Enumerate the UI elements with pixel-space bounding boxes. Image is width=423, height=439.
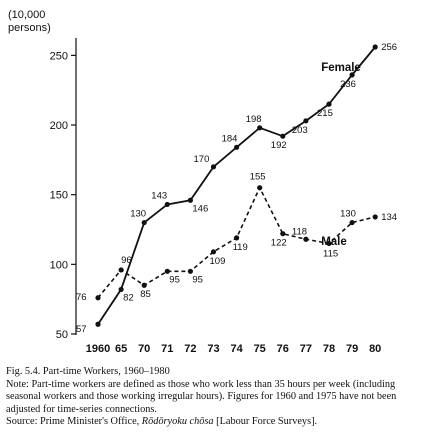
x-tick-label: 75 <box>253 343 266 355</box>
data-point <box>234 235 239 240</box>
data-label: 184 <box>221 133 238 145</box>
data-label: 96 <box>121 254 132 266</box>
x-tick-label: 76 <box>276 343 289 355</box>
data-point <box>373 214 378 219</box>
data-label: 203 <box>291 124 308 136</box>
y-tick-label: 150 <box>49 189 68 202</box>
source-title: Rōdōryoku chōsa <box>141 416 214 428</box>
data-label: 82 <box>123 292 134 304</box>
figure-title: Fig. 5.4. Part-time Workers, 1960–1980 <box>6 366 170 377</box>
x-tick-label: 80 <box>369 343 382 355</box>
data-point <box>119 267 124 272</box>
data-point <box>373 44 378 49</box>
data-label: 146 <box>192 203 209 215</box>
data-point <box>303 237 308 242</box>
data-label: 155 <box>249 171 266 183</box>
data-point <box>211 164 216 169</box>
x-tick-label: 77 <box>299 343 313 355</box>
data-point <box>326 102 331 107</box>
x-tick-label: 1960 <box>85 343 111 355</box>
source-suffix: [Labour Force Surveys]. <box>213 416 318 428</box>
x-tick-label: 72 <box>184 343 197 355</box>
x-tick-label: 70 <box>138 343 151 355</box>
data-label: 134 <box>381 211 398 223</box>
data-point <box>188 198 193 203</box>
figure-note: Note: Part-time workers are defined as those who work less than 35 hours per week (including seasonal workers and those working irregular hours). Figures for 1960 and 1975 have not been adjusted for time-series connections. <box>6 378 397 415</box>
data-point <box>280 134 285 139</box>
figure-caption <box>6 366 418 429</box>
data-label: 109 <box>209 255 226 267</box>
x-tick-label: 79 <box>345 343 359 355</box>
data-label: 215 <box>317 108 333 120</box>
y-tick-label: 200 <box>49 120 68 133</box>
data-point <box>234 145 239 150</box>
data-point <box>142 283 147 288</box>
data-label: 192 <box>270 140 287 152</box>
y-tick-label: 250 <box>49 50 68 63</box>
data-label: 143 <box>151 190 168 202</box>
data-point <box>257 125 262 130</box>
y-tick-label: 50 <box>55 329 68 341</box>
source-prefix: Source: Prime Minister's Office, <box>6 416 142 428</box>
data-label: 95 <box>192 274 203 286</box>
data-point <box>188 269 193 274</box>
data-label: 236 <box>340 78 356 90</box>
data-point <box>165 269 170 274</box>
series-group <box>76 42 397 335</box>
figure-source <box>6 416 418 429</box>
x-tick-label: 74 <box>230 343 243 355</box>
data-point <box>257 185 262 190</box>
data-label: 118 <box>291 226 308 238</box>
x-tick-label: 71 <box>161 343 174 355</box>
data-label: 115 <box>323 248 339 260</box>
series-name-label: Female <box>321 62 361 74</box>
data-label: 85 <box>140 289 151 301</box>
data-point <box>95 295 100 300</box>
data-point <box>95 322 100 327</box>
data-point <box>119 287 124 292</box>
data-label: 95 <box>169 274 180 286</box>
series-name-label: Male <box>321 235 347 248</box>
data-label: 122 <box>270 237 287 249</box>
data-label: 170 <box>193 153 210 165</box>
data-label: 57 <box>76 324 87 336</box>
data-label: 256 <box>381 42 398 53</box>
data-point <box>303 118 308 123</box>
data-point <box>142 220 147 225</box>
data-label: 76 <box>76 291 87 303</box>
x-axis-labels <box>86 343 382 355</box>
x-tick-label: 73 <box>207 343 220 355</box>
x-tick-label: 78 <box>322 343 336 355</box>
data-label: 119 <box>232 241 248 253</box>
data-label: 198 <box>245 113 262 125</box>
series-female <box>76 42 397 335</box>
y-axis-ticks <box>50 50 76 341</box>
y-tick-label: 100 <box>49 259 68 272</box>
y-axis-unit-line2: persons) <box>8 22 51 34</box>
data-point <box>350 220 355 225</box>
data-label: 130 <box>130 208 147 220</box>
x-tick-label: 65 <box>114 343 128 355</box>
data-point <box>211 249 216 254</box>
y-axis-unit-line1: (10,000 <box>8 9 46 21</box>
data-point <box>165 202 170 207</box>
data-label: 130 <box>340 208 356 220</box>
data-point <box>280 231 285 236</box>
